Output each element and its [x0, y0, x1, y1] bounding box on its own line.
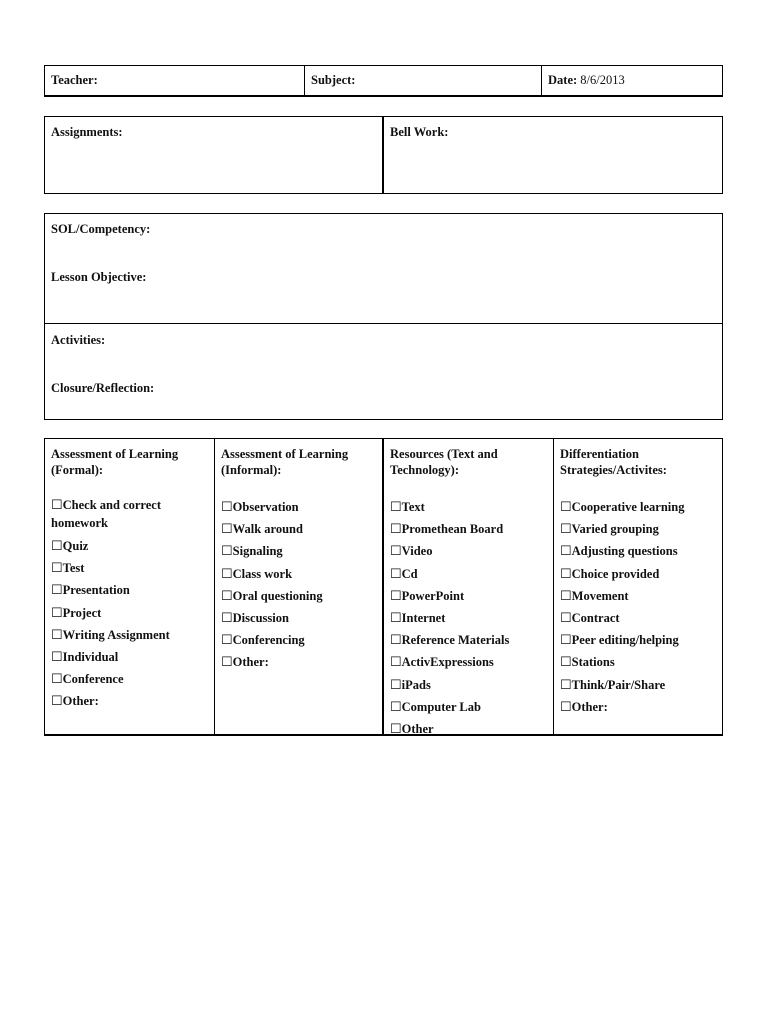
- checklist-item[interactable]: [390, 496, 551, 518]
- checkbox-icon[interactable]: ☐: [221, 499, 233, 514]
- checklist-item-label: Check and correct homework: [51, 498, 162, 530]
- checkbox-icon[interactable]: ☐: [51, 693, 63, 709]
- checkbox-icon[interactable]: ☐: [221, 565, 233, 581]
- checklist-item[interactable]: [221, 629, 380, 651]
- checkbox-icon[interactable]: ☐: [390, 565, 402, 581]
- checklist-item[interactable]: [51, 668, 212, 690]
- checklist-item-label: Cd: [401, 566, 418, 581]
- checklist-item-label: Class work: [232, 566, 293, 581]
- checkbox-icon[interactable]: ☐: [51, 671, 63, 687]
- column-formal-assessment: [45, 439, 215, 734]
- teacher-cell: [45, 66, 305, 95]
- checklist-item-label: Reference Materials: [401, 633, 510, 648]
- checklist-item-label: Oral questioning: [232, 588, 323, 603]
- checkbox-icon[interactable]: ☐: [221, 587, 233, 603]
- checklist-item-label: Discussion: [232, 611, 289, 626]
- checklist: [221, 496, 380, 674]
- checkbox-icon[interactable]: ☐: [560, 587, 572, 603]
- checkbox-icon[interactable]: ☐: [390, 587, 402, 603]
- checklist-item[interactable]: [390, 674, 551, 696]
- checklist-item-label: iPads: [401, 677, 431, 692]
- checklist-item-label: Peer editing/helping: [571, 633, 679, 648]
- checklist-item-label: Movement: [571, 588, 629, 603]
- checkbox-icon[interactable]: ☐: [560, 565, 572, 581]
- checklist-item[interactable]: [560, 540, 720, 562]
- checklist: [51, 496, 212, 713]
- checkbox-icon[interactable]: ☐: [560, 610, 572, 626]
- checkbox-icon[interactable]: ☐: [390, 654, 402, 670]
- assignments-label: Assignments:: [51, 125, 123, 139]
- sol-label: SOL/Competency:: [51, 222, 151, 236]
- checklist-item[interactable]: [51, 690, 212, 712]
- date-field: [548, 73, 625, 88]
- checklist-item-label: Adjusting questions: [571, 544, 678, 559]
- checklist-item[interactable]: [390, 563, 551, 585]
- checkbox-icon[interactable]: ☐: [51, 649, 63, 665]
- checklist-item-label: Walk around: [232, 522, 303, 537]
- checklist-item[interactable]: [51, 646, 212, 668]
- column-resources: [384, 439, 554, 737]
- checklist-item-label: Text: [401, 500, 425, 514]
- checklist-item[interactable]: [51, 624, 212, 646]
- column-title: Assessment of Learning (Formal):: [51, 447, 179, 477]
- checkbox-icon[interactable]: ☐: [560, 499, 572, 514]
- checklist-item[interactable]: [51, 602, 212, 624]
- bell-work-label: Bell Work:: [390, 125, 449, 139]
- checklist-item-label: Internet: [401, 611, 446, 626]
- objective-label: Lesson Objective:: [51, 270, 147, 284]
- subject-cell: [305, 66, 542, 95]
- checklist-table: [44, 438, 723, 736]
- checklist-item-label: Cooperative learning: [571, 500, 685, 514]
- checklist-item[interactable]: [51, 496, 212, 532]
- checkbox-icon[interactable]: ☐: [390, 676, 402, 692]
- checkbox-icon[interactable]: ☐: [390, 632, 402, 648]
- checkbox-icon[interactable]: ☐: [221, 632, 233, 648]
- checklist-item[interactable]: [560, 696, 720, 718]
- checklist-item-label: Video: [401, 544, 433, 559]
- checklist-item-label: ActivExpressions: [401, 655, 494, 670]
- activities-label: Activities:: [51, 333, 106, 347]
- checklist-item[interactable]: [390, 651, 551, 673]
- header-table: [44, 65, 723, 97]
- checklist-item[interactable]: [390, 607, 551, 629]
- date-label: Date:: [548, 73, 578, 87]
- checklist-item-label: Conferencing: [232, 633, 305, 648]
- checklist-item-label: Project: [62, 605, 102, 620]
- checklist-item-label: Promethean Board: [401, 522, 504, 537]
- column-informal-assessment: [215, 439, 384, 734]
- checklist-item[interactable]: [560, 674, 720, 696]
- checkbox-icon[interactable]: ☐: [51, 582, 63, 598]
- teacher-label: Teacher:: [51, 73, 98, 87]
- checklist: [390, 496, 551, 740]
- checklist-item-label: Other:: [62, 694, 99, 709]
- closure-label: Closure/Reflection:: [51, 381, 155, 395]
- checkbox-icon[interactable]: ☐: [560, 698, 572, 714]
- checklist-item[interactable]: [221, 540, 380, 562]
- checklist-item[interactable]: [390, 518, 551, 540]
- checkbox-icon[interactable]: ☐: [390, 499, 402, 514]
- checklist-item[interactable]: [560, 563, 720, 585]
- checklist: [560, 496, 720, 718]
- checklist-item[interactable]: [221, 651, 380, 673]
- checkbox-icon[interactable]: ☐: [390, 698, 402, 714]
- checklist-item[interactable]: [390, 629, 551, 651]
- checklist-item-label: Contract: [571, 611, 620, 626]
- checkbox-icon[interactable]: ☐: [221, 543, 233, 559]
- lesson-top-cell: [45, 214, 722, 324]
- checklist-item-label: Signaling: [232, 544, 283, 559]
- checklist-item[interactable]: [221, 563, 380, 585]
- checklist-item-label: Test: [62, 561, 85, 576]
- lesson-table: [44, 213, 723, 420]
- checkbox-icon[interactable]: ☐: [560, 632, 572, 648]
- checklist-item[interactable]: [221, 518, 380, 540]
- checkbox-icon[interactable]: ☐: [560, 654, 572, 670]
- column-title: Differentiation Strategies/Activites:: [560, 447, 667, 477]
- checkbox-icon[interactable]: ☐: [560, 521, 572, 537]
- assignments-cell: [45, 117, 384, 193]
- checkbox-icon[interactable]: ☐: [390, 721, 402, 737]
- checklist-item-label: Individual: [62, 650, 119, 665]
- checklist-item-label: Varied grouping: [571, 522, 659, 537]
- checklist-item[interactable]: [390, 696, 551, 718]
- checkbox-icon[interactable]: ☐: [51, 497, 63, 512]
- checklist-item[interactable]: [560, 607, 720, 629]
- checklist-item[interactable]: [221, 496, 380, 518]
- checklist-item-label: Observation: [232, 500, 299, 514]
- checklist-item-label: Other:: [232, 655, 269, 670]
- checklist-item-label: Choice provided: [571, 566, 660, 581]
- checklist-item[interactable]: [390, 585, 551, 607]
- checkbox-icon[interactable]: ☐: [51, 626, 63, 642]
- checklist-item-label: Think/Pair/Share: [571, 677, 666, 692]
- column-differentiation: [554, 439, 722, 734]
- checklist-item[interactable]: [560, 518, 720, 540]
- column-title: Assessment of Learning (Informal):: [221, 447, 349, 477]
- checklist-item[interactable]: [221, 607, 380, 629]
- checklist-item-label: Other: [401, 722, 434, 737]
- subject-label: Subject:: [311, 73, 356, 87]
- checklist-item-label: Computer Lab: [401, 699, 481, 714]
- checkbox-icon[interactable]: ☐: [51, 604, 63, 620]
- checklist-item[interactable]: [560, 496, 720, 518]
- checklist-item[interactable]: [390, 540, 551, 562]
- assignments-table: [44, 116, 723, 194]
- checkbox-icon[interactable]: ☐: [560, 676, 572, 692]
- checklist-item[interactable]: [390, 718, 551, 740]
- checklist-item-label: Presentation: [62, 583, 130, 598]
- checklist-item[interactable]: [560, 651, 720, 673]
- checklist-item-label: Conference: [62, 672, 124, 687]
- checklist-item-label: Other:: [571, 699, 608, 714]
- checklist-item[interactable]: [51, 579, 212, 601]
- checkbox-icon[interactable]: ☐: [560, 543, 572, 559]
- checklist-item[interactable]: [51, 557, 212, 579]
- checklist-item[interactable]: [221, 585, 380, 607]
- checkbox-icon[interactable]: ☐: [221, 521, 233, 537]
- checklist-item[interactable]: [51, 535, 212, 557]
- lesson-bottom-cell: [45, 324, 722, 419]
- checkbox-icon[interactable]: ☐: [221, 654, 233, 670]
- checkbox-icon[interactable]: ☐: [390, 521, 402, 537]
- checklist-item-label: Quiz: [62, 539, 89, 553]
- checkbox-icon[interactable]: ☐: [221, 610, 233, 626]
- checklist-item[interactable]: [560, 629, 720, 651]
- date-cell: [542, 66, 722, 95]
- checkbox-icon[interactable]: ☐: [51, 538, 63, 553]
- checkbox-icon[interactable]: ☐: [390, 610, 402, 626]
- checkbox-icon[interactable]: ☐: [390, 543, 402, 559]
- checklist-item-label: PowerPoint: [401, 588, 465, 603]
- checklist-item-label: Writing Assignment: [62, 627, 170, 642]
- column-title: Resources (Text and Technology):: [390, 447, 498, 477]
- date-value: 8/6/2013: [580, 73, 625, 87]
- checklist-item[interactable]: [560, 585, 720, 607]
- bell-work-cell: [384, 117, 722, 193]
- checklist-item-label: Stations: [571, 655, 615, 670]
- checkbox-icon[interactable]: ☐: [51, 560, 63, 576]
